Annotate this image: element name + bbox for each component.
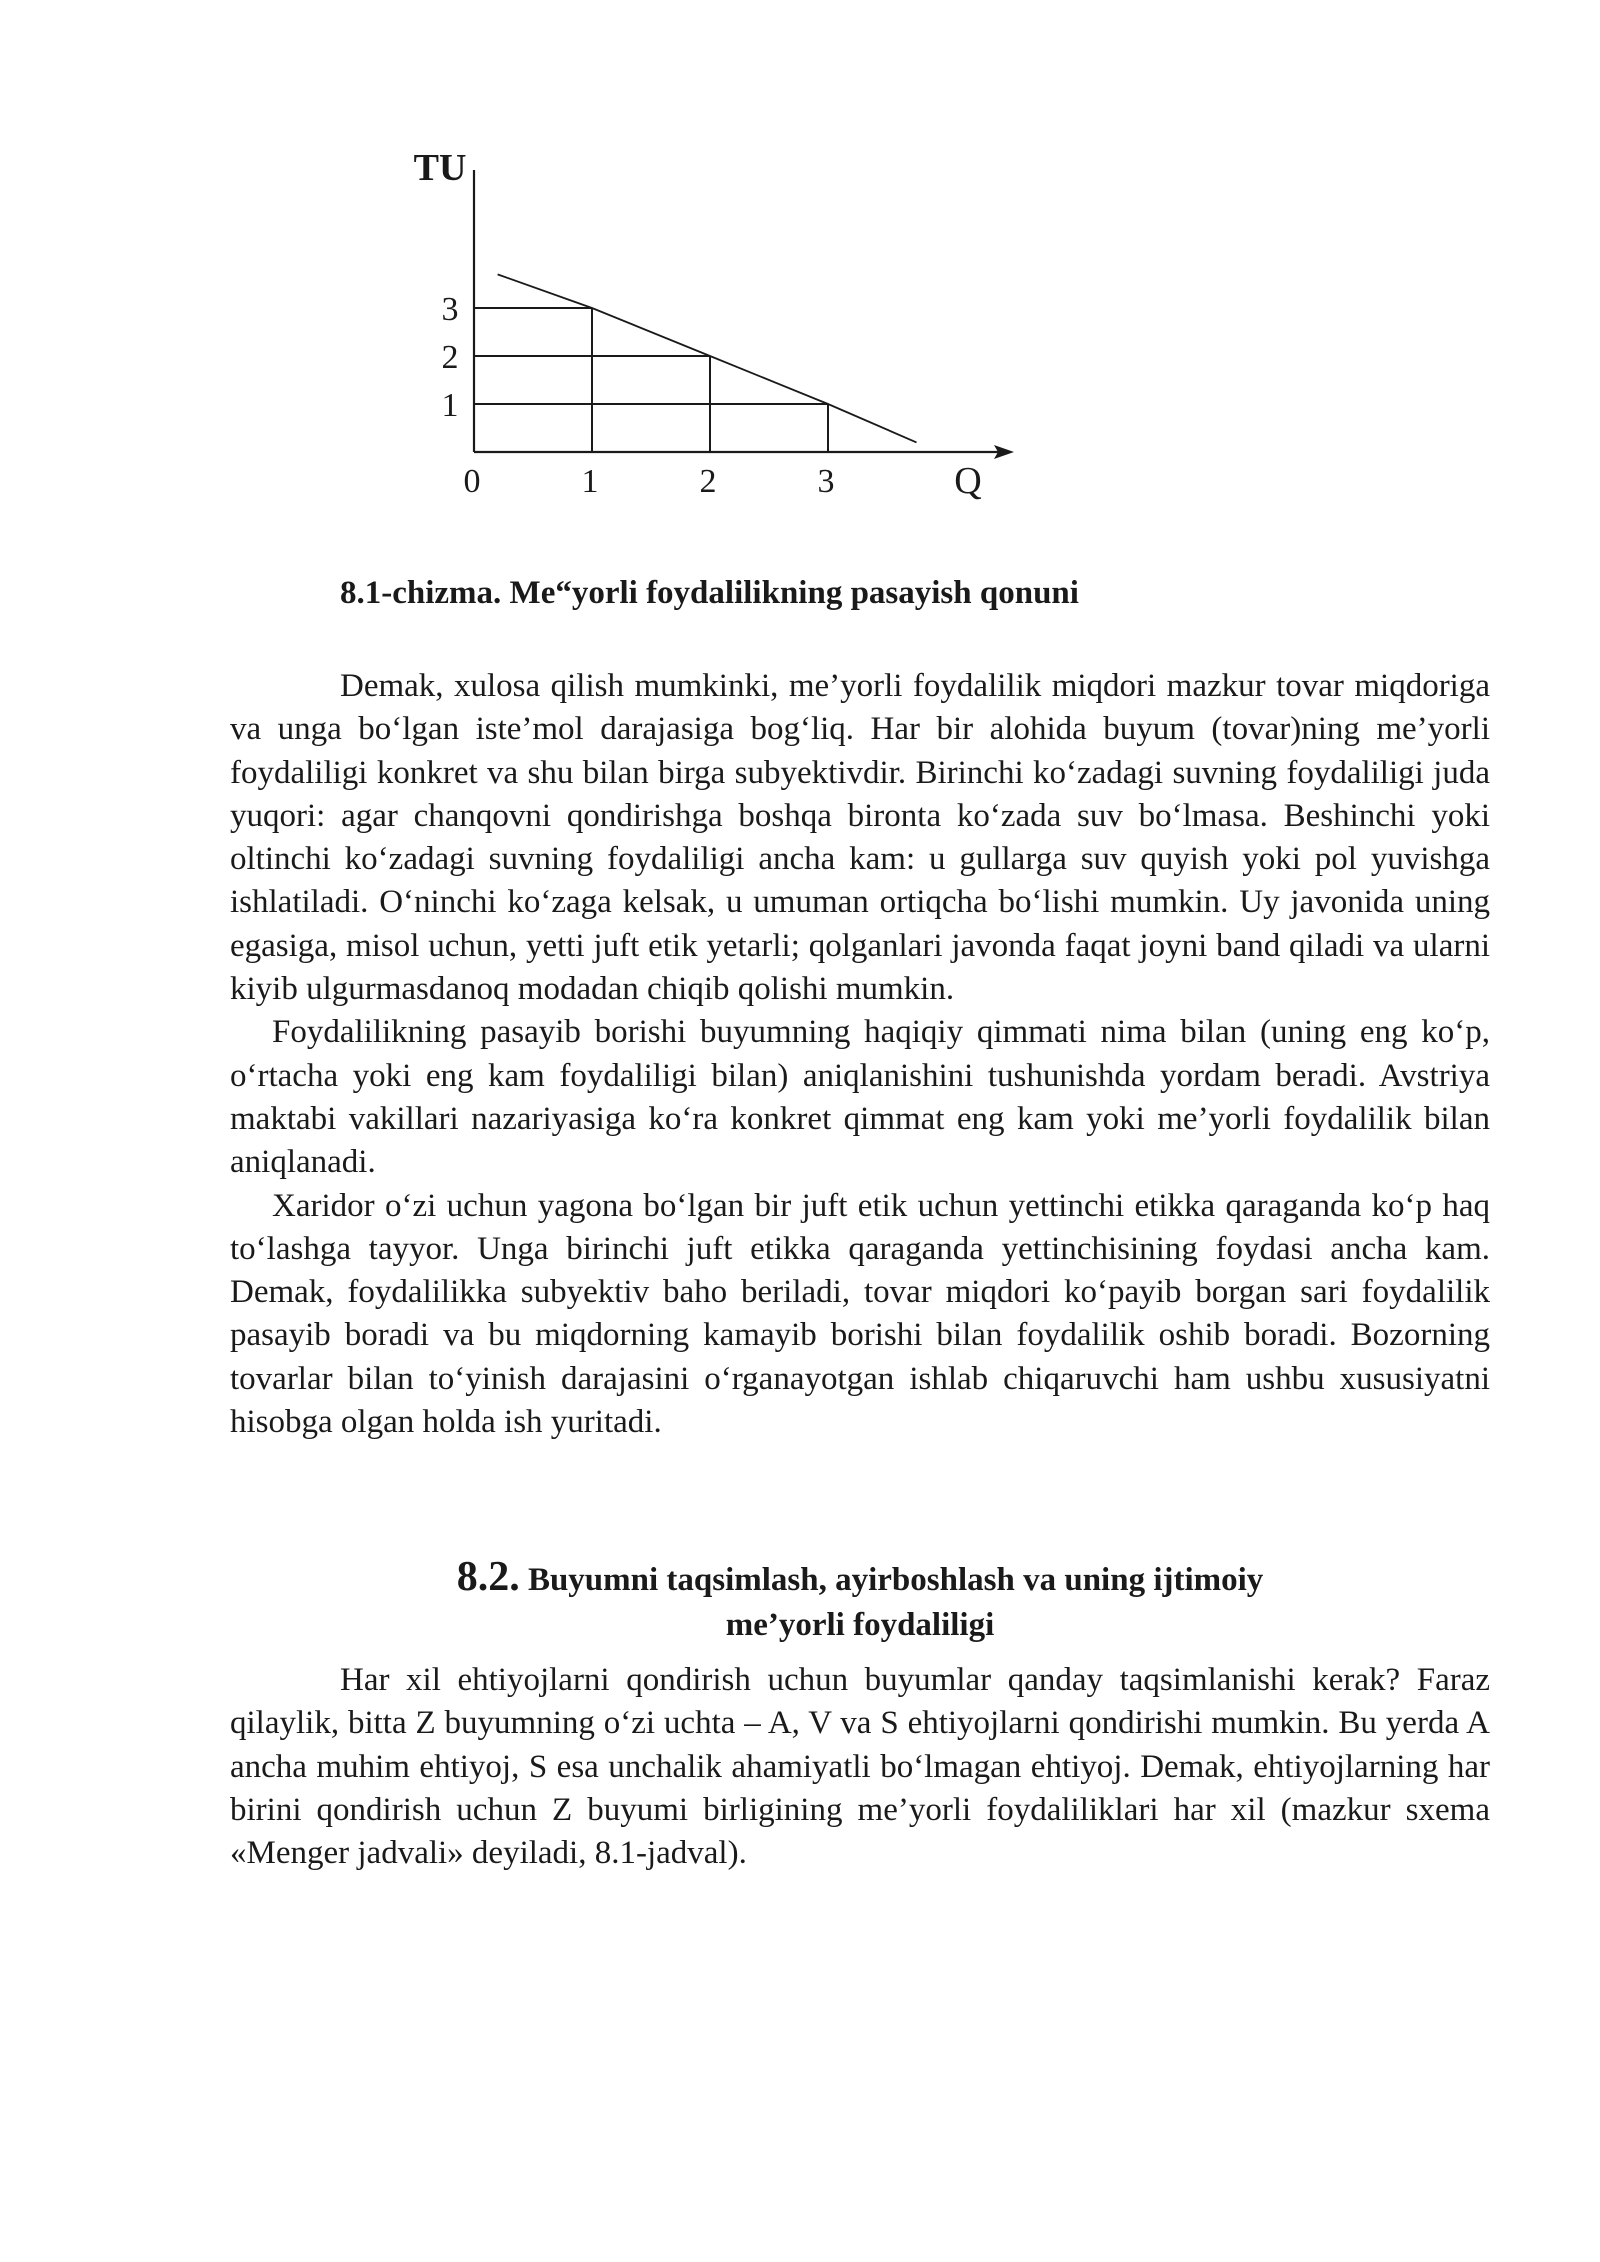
utility-figure — [380, 140, 1080, 540]
marginal-utility-line — [498, 274, 917, 442]
paragraph: Demak, xulosa qilish mumkinki, me’yorli foydalilik miqdori mazkur tovar miqdoriga va unga bo‘lgan iste’mol darajasiga bog‘liq. Har bir alohida buyum (tovar)ning me’yorli foydaliligi konkret va shu bilan birga subyektivdir. Birinchi ko‘zadagi suvning foydaliligi juda yuqori: agar chanqovni qondirishga boshqa bironta ko‘zada suv bo‘lmasa. Beshinchi yoki oltinchi ko‘zadagi suvning foydaliligi ancha kam: u gullarga suv quyish yoki pol yuvishga ishlatiladi. O‘ninchi ko‘zaga kelsak, u umuman ortiqcha bo‘lishi mumkin. Uy javonida uning egasiga, misol uchun, yetti juft etik yetarli; qolganlari javonda faqat joyni band qiladi va ularni kiyib ulgurmasdanoq modadan chiqib qolishi mumkin. — [230, 668, 1490, 1008]
x-tick-label: 0 — [463, 463, 481, 500]
paragraph: Har xil ehtiyojlarni qondirish uchun buyumlar qanday taqsimlanishi kerak? Faraz qilaylik, bitta Z buyumning o‘zi uchta – A, V va S ehtiyojlarni qondirishi mumkin. Bu yerda A ancha muhim ehtiyoj, S esa unchalik ahamiyatli bo‘lmagan ehtiyoj. Demak, ehtiyojlarning har birini qondirish uchun Z buyumi birligining me’yorli foydaliliklari har xil (mazkur sxema «Menger jadvali» deyiladi, 8.1-jadval). — [230, 1662, 1490, 1872]
utility-chart — [380, 140, 1080, 540]
section-title-line1: Buyumni taqsimlash, ayirboshlash va uning ijtimoiy — [527, 1562, 1264, 1598]
x-axis-label: Q — [954, 460, 982, 502]
body-text-1 — [230, 665, 1490, 1444]
y-axis-label: TU — [413, 147, 467, 189]
figure-caption: 8.1-chizma. Me“yorli foydalilikning pasayish qonuni — [340, 575, 1079, 611]
y-tick-label: 3 — [441, 291, 459, 328]
body-text-2 — [230, 1659, 1490, 1875]
section-number: 8.2. — [456, 1554, 520, 1600]
y-tick-label: 1 — [441, 387, 459, 424]
section-heading — [230, 1555, 1490, 1648]
x-tick-label: 2 — [699, 463, 717, 500]
paragraph: Foydalilikning pasayib borishi buyumning haqiqiy qimmati nima bilan (uning eng ko‘p, o‘rtacha yoki eng kam foydaliligi bilan) aniqlanishini tushunishda yordam beradi. Avstriya maktabi vakillari nazariyasiga ko‘ra konkret qimmat eng kam yoki me’yorli foydalilik bilan aniqlanadi. — [230, 1014, 1490, 1181]
y-tick-label: 2 — [441, 339, 459, 376]
x-tick-label: 1 — [581, 463, 599, 500]
section-title-line2: me’yorli foydaliligi — [725, 1607, 995, 1643]
x-tick-label: 3 — [817, 463, 835, 500]
paragraph: Xaridor o‘zi uchun yagona bo‘lgan bir juft etik uchun yettinchi etikka qaraganda ko‘p haq to‘lashga tayyor. Unga birinchi juft etikka qaraganda yettinchisining foydasi ancha kam. Demak, foydalilikka subyektiv baho beriladi, tovar miqdori ko‘payib borgan sari foydalilik pasayib boradi va bu miqdorning kamayib borishi bilan foydalilik oshib boradi. Bozorning tovarlar bilan to‘yinish darajasini o‘rganayotgan ishlab chiqaruvchi ham ushbu xususiyatni hisobga olgan holda ish yuritadi. — [230, 1187, 1490, 1441]
